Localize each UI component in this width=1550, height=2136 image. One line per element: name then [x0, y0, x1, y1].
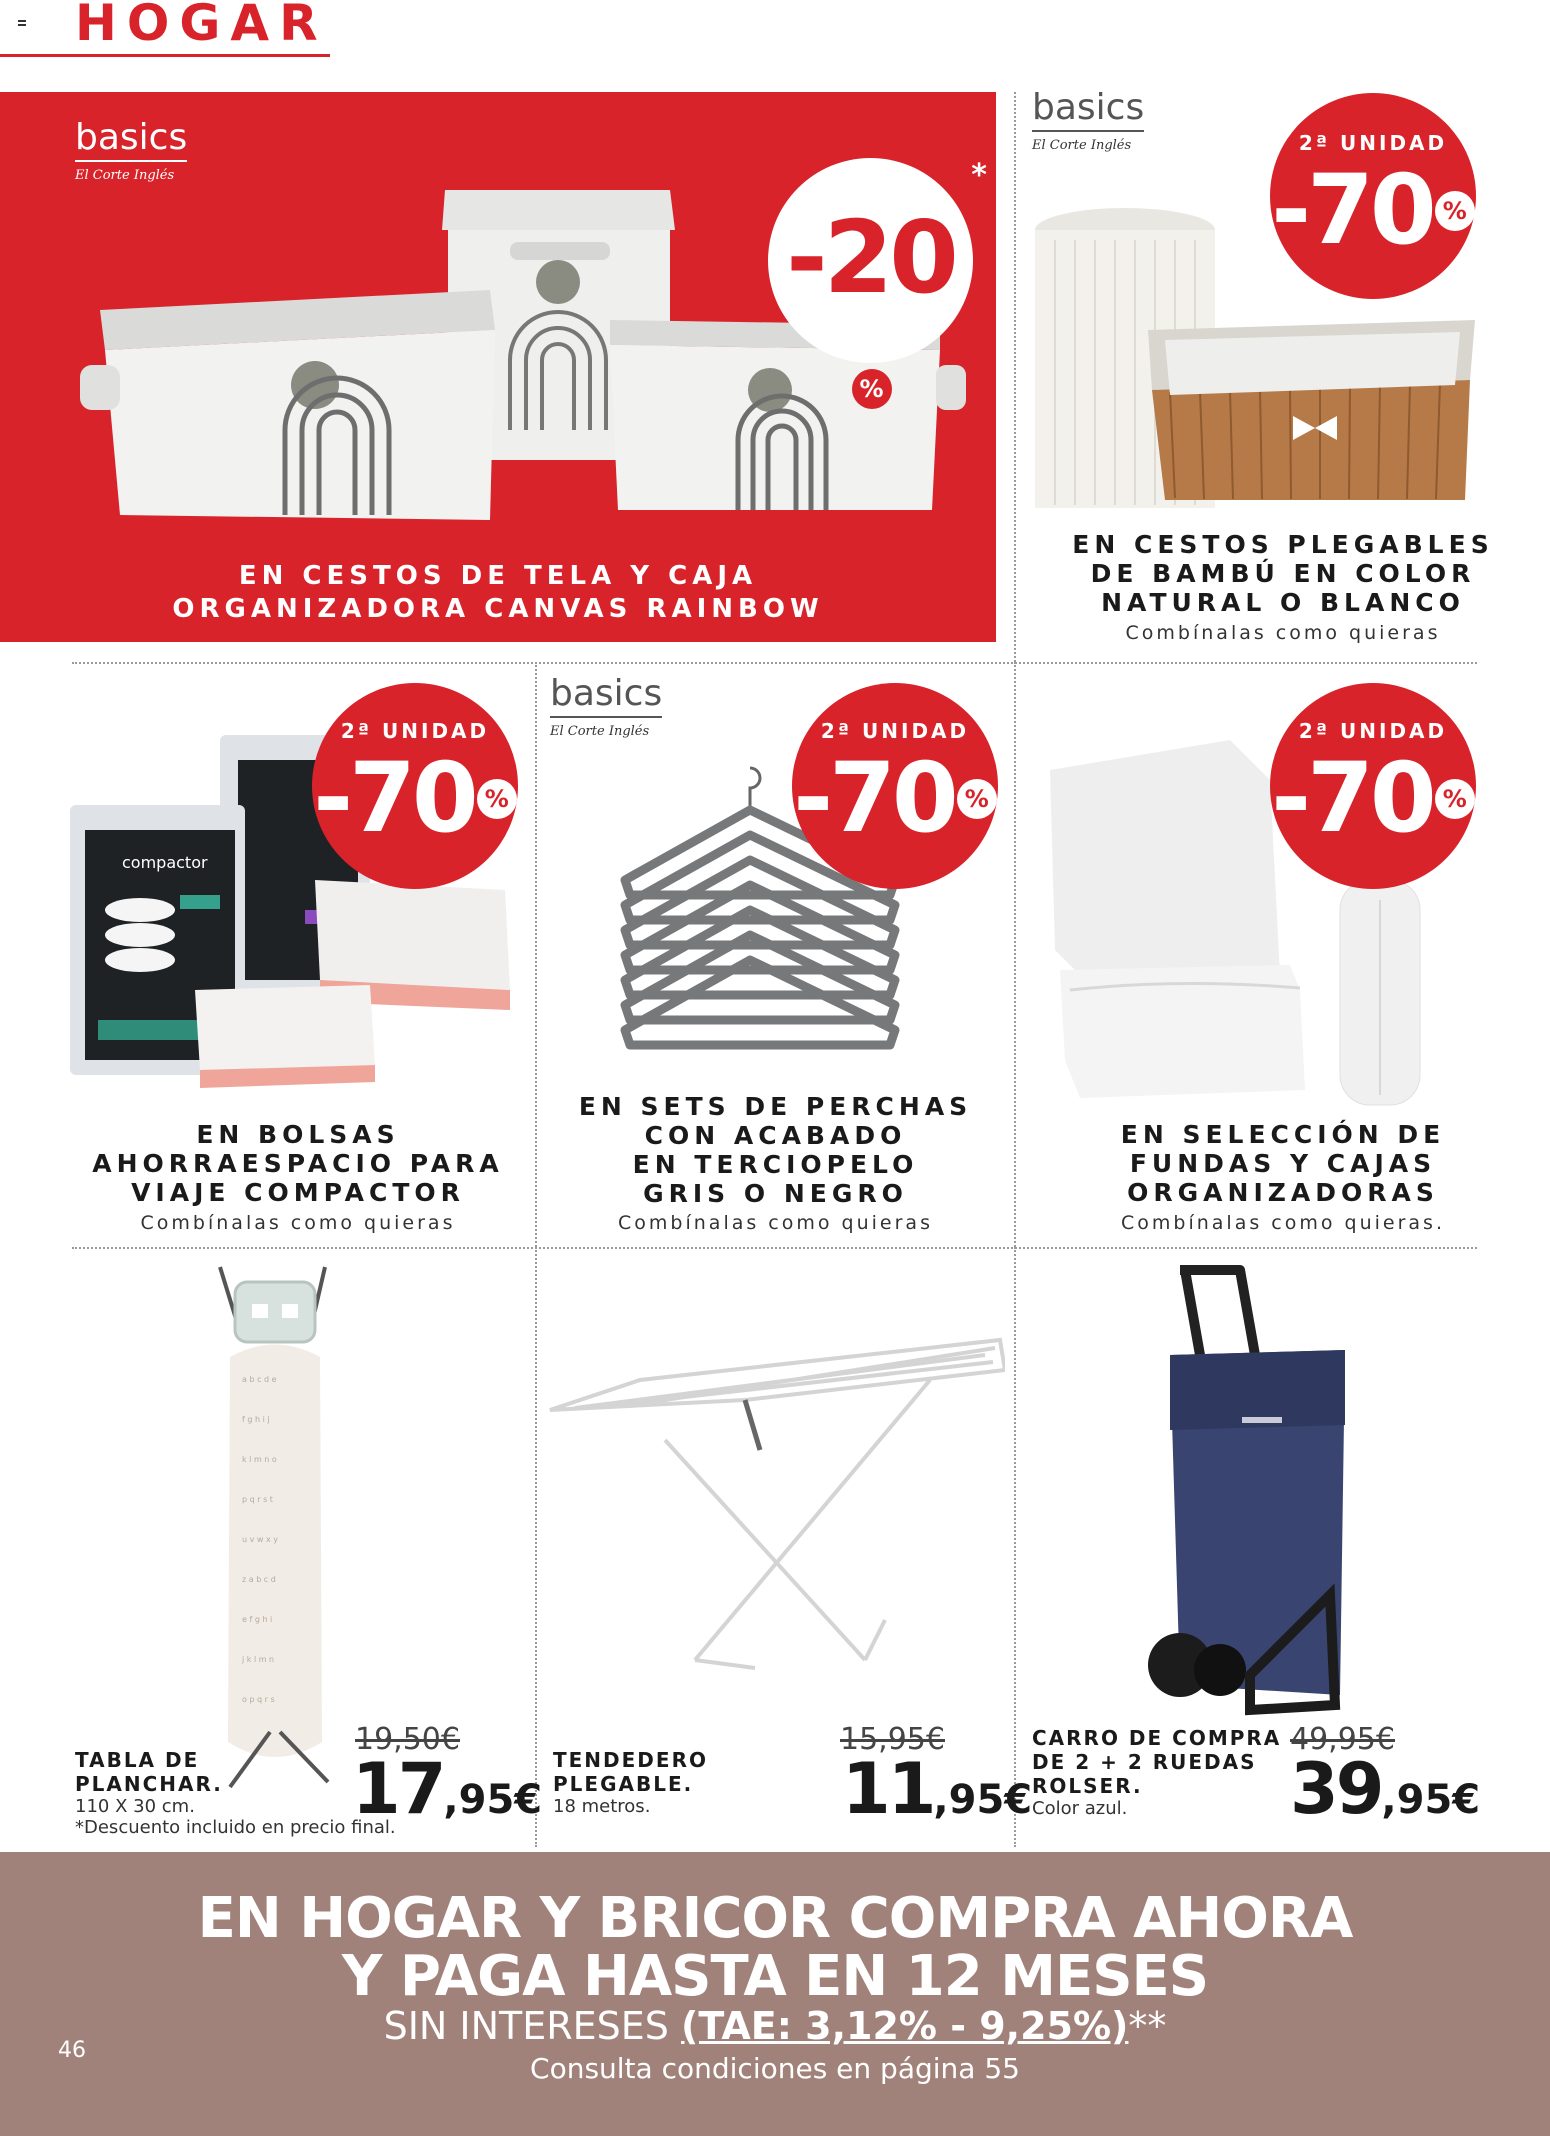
percent-icon: % — [852, 369, 892, 409]
discount-value: -70 — [1271, 154, 1433, 266]
old-price: 19,50€ — [355, 1722, 460, 1757]
caption-line: ORGANIZADORAS — [1127, 1178, 1439, 1207]
product-name: TENDEDERO — [553, 1748, 708, 1772]
caption-line: DE BAMBÚ EN COLOR — [1090, 559, 1476, 588]
banner-terms — [0, 2004, 1550, 2048]
product-name: DE 2 + 2 RUEDAS — [1032, 1750, 1257, 1774]
second-unit-label: 2ª UNIDAD — [820, 719, 970, 743]
product-name: PLANCHAR. — [75, 1772, 223, 1796]
price-decimals: ,95€ — [443, 1777, 543, 1823]
price-decimals: ,95€ — [933, 1777, 1033, 1823]
section-title: HOGAR — [75, 0, 328, 52]
covers-caption — [1016, 1120, 1550, 1207]
product-shopping-cart — [1032, 1726, 1281, 1819]
discount-note: *Descuento incluido en precio final. — [75, 1817, 396, 1838]
svg-text:p q r s t: p q r s t — [242, 1495, 273, 1504]
product-drying-rack — [553, 1748, 708, 1817]
caption-line: EN CESTOS DE TELA Y CAJA — [238, 561, 758, 591]
discount-badge-70 — [1270, 683, 1476, 889]
caption-line: CON ACABADO — [644, 1121, 907, 1150]
caption-line: EN BOLSAS — [196, 1120, 400, 1149]
percent-icon: % — [1435, 191, 1475, 231]
new-price — [1290, 1748, 1480, 1830]
basics-wordmark: basics — [550, 673, 663, 714]
discount-value: -70 — [313, 742, 475, 854]
combine-note: Combínalas como quieras — [618, 1212, 933, 1234]
second-unit-label: 2ª UNIDAD — [340, 719, 490, 743]
canvas-caption — [0, 560, 996, 626]
caption-line: ORGANIZADORA CANVAS RAINBOW — [172, 594, 824, 624]
banner-conditions-link[interactable]: Consulta condiciones en página 55 — [530, 2052, 1020, 2085]
new-price — [352, 1748, 542, 1830]
basics-logo — [550, 673, 663, 739]
svg-text:k l m n o: k l m n o — [242, 1455, 277, 1464]
old-price: 15,95€ — [840, 1722, 945, 1757]
svg-text:u v w x y: u v w x y — [242, 1535, 278, 1544]
caption-line: GRIS O NEGRO — [643, 1179, 908, 1208]
product-name: PLEGABLE. — [553, 1772, 694, 1796]
price-integer: 17 — [352, 1748, 444, 1830]
discount-badge-70 — [312, 683, 518, 889]
caption-line: VIAJE COMPACTOR — [131, 1178, 465, 1207]
second-unit-label: 2ª UNIDAD — [1298, 719, 1448, 743]
product-detail: 18 metros. — [553, 1796, 651, 1817]
divider — [72, 1247, 1477, 1249]
caption-line: EN SELECCIÓN DE — [1120, 1120, 1446, 1149]
caption-line: EN SETS DE PERCHAS — [578, 1092, 973, 1121]
product-name: CARRO DE COMPRA — [1032, 1726, 1282, 1750]
banner-headline: EN HOGAR Y BRICOR COMPRA AHORA — [197, 1886, 1353, 1951]
caption-line: AHORRAESPACIO PARA — [92, 1149, 504, 1178]
caption-line: FUNDAS Y CAJAS — [1129, 1149, 1437, 1178]
combine-note: Combínalas como quieras — [140, 1212, 456, 1234]
caption-line: EN TERCIOPELO — [632, 1150, 919, 1179]
svg-text:j k l m n: j k l m n — [242, 1655, 275, 1664]
discount-badge-20 — [768, 158, 987, 403]
eci-logo: El Corte Inglés — [550, 724, 650, 739]
product-detail: Color azul. — [1032, 1798, 1128, 1819]
discount-badge-70 — [792, 683, 998, 889]
banner-headline: Y PAGA HASTA EN 12 MESES — [341, 1944, 1209, 2009]
menu-icon — [18, 20, 26, 26]
percent-icon: % — [477, 779, 517, 819]
caption-line: EN CESTOS PLEGABLES — [1072, 530, 1494, 559]
shopping-cart-image — [1140, 1265, 1370, 1725]
product-ironing-board — [75, 1748, 396, 1838]
product-name: ROLSER. — [1032, 1774, 1143, 1798]
svg-text:z a b c d: z a b c d — [242, 1575, 276, 1584]
discount-value: -20 — [786, 199, 955, 316]
bamboo-caption — [1016, 530, 1550, 617]
banner-terms-text: SIN INTERESES — [383, 2004, 669, 2048]
discount-value: -70 — [1271, 742, 1433, 854]
basics-wordmark: basics — [75, 117, 188, 158]
combine-note: Combínalas como quieras — [1125, 622, 1441, 644]
pack-label: compactor — [122, 853, 208, 872]
price-decimals: ,95€ — [1381, 1777, 1481, 1823]
old-price: 49,95€ — [1290, 1722, 1395, 1757]
percent-icon: % — [957, 779, 997, 819]
ironing-board-image — [200, 1262, 360, 1792]
banner-apr: (TAE: 3,12% - 9,25%) — [681, 2004, 1129, 2048]
product-detail: 110 X 30 cm. — [75, 1796, 195, 1817]
eci-logo: El Corte Inglés — [75, 168, 175, 183]
discount-value: -70 — [793, 742, 955, 854]
combine-note: Combínalas como quieras. — [1121, 1212, 1445, 1234]
svg-text:e f g h i: e f g h i — [242, 1615, 273, 1624]
svg-text:f g h i j: f g h i j — [242, 1415, 270, 1424]
price-integer: 11 — [842, 1748, 934, 1830]
product-name: TABLA DE — [75, 1748, 200, 1772]
discount-badge-70 — [1270, 93, 1476, 299]
basics-wordmark: basics — [1032, 87, 1145, 128]
new-price — [842, 1748, 1032, 1830]
footnote-mark: ** — [1128, 2004, 1167, 2048]
divider — [72, 662, 1477, 664]
eci-logo: El Corte Inglés — [1032, 138, 1132, 153]
second-unit-label: 2ª UNIDAD — [1298, 131, 1448, 155]
drying-rack-image — [545, 1330, 1005, 1680]
compactor-caption — [60, 1120, 536, 1207]
header-rule — [0, 54, 330, 57]
page-number: 46 — [58, 2038, 86, 2063]
price-integer: 39 — [1290, 1748, 1382, 1830]
svg-text:a b c d e: a b c d e — [242, 1375, 277, 1384]
percent-icon: % — [1435, 779, 1475, 819]
footnote-mark: * — [971, 158, 987, 193]
caption-line: NATURAL O BLANCO — [1101, 588, 1465, 617]
hangers-caption — [537, 1092, 1014, 1208]
basics-logo — [1032, 87, 1145, 153]
svg-text:o p q r s: o p q r s — [242, 1695, 275, 1704]
